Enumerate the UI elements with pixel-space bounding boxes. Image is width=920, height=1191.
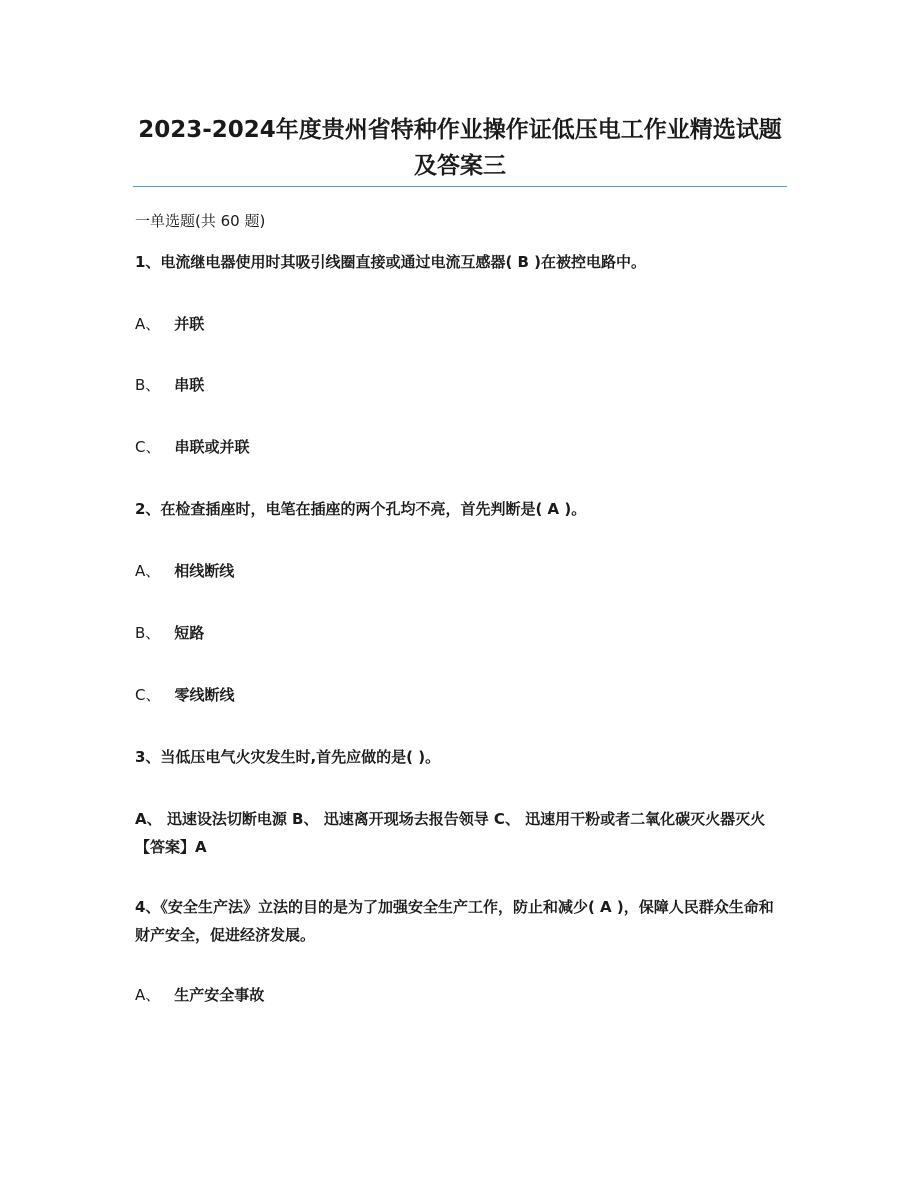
- question-2: 2、在检查插座时，电笔在插座的两个孔均不亮，首先判断是( A )。: [135, 500, 587, 518]
- question-1: 1、电流继电器使用时其吸引线圈直接或通过电流互感器( B )在被控电路中。: [135, 253, 647, 271]
- option-letter: C、: [135, 686, 161, 704]
- question-1-option-a: [135, 310, 785, 338]
- option-letter: A、: [135, 562, 161, 580]
- option-text: 零线断线: [174, 686, 235, 704]
- option-letter: B、: [135, 376, 161, 394]
- document-title: 2023-2024年度贵州省特种作业操作证低压电工作业精选试题及答案三: [138, 117, 782, 179]
- question-3: 3、当低压电气火灾发生时,首先应做的是( )。: [135, 748, 441, 766]
- question-1-option-c: [135, 433, 785, 461]
- question-1-option-b: [135, 371, 785, 399]
- question-2-option-a: [135, 557, 785, 585]
- option-text: 短路: [174, 624, 205, 642]
- question-2-option-b: [135, 619, 785, 647]
- option-text: 生产安全事故: [174, 986, 265, 1004]
- option-text: 串联或并联: [174, 438, 250, 456]
- question-4: 4、《安全生产法》立法的目的是为了加强安全生产工作，防止和减少( A )，保障人民群众生命和财产安全，促进经济发展。: [135, 898, 774, 944]
- option-letter: A、: [135, 315, 161, 333]
- option-letter: B、: [135, 624, 161, 642]
- option-letter: A、: [135, 986, 161, 1004]
- option-text: 串联: [174, 376, 205, 394]
- title-divider: [133, 186, 787, 187]
- question-4-option-a: [135, 981, 785, 1009]
- option-text: 并联: [174, 315, 205, 333]
- section-heading: 一单选题(共 60 题): [135, 212, 266, 230]
- question-2-option-c: [135, 681, 785, 709]
- option-text: 相线断线: [174, 562, 235, 580]
- option-letter: C、: [135, 438, 161, 456]
- question-3-options: A、 迅速设法切断电源 B、 迅速离开现场去报告领导 C、 迅速用干粉或者二氧化碳灭火器灭火【答案】A: [135, 810, 766, 856]
